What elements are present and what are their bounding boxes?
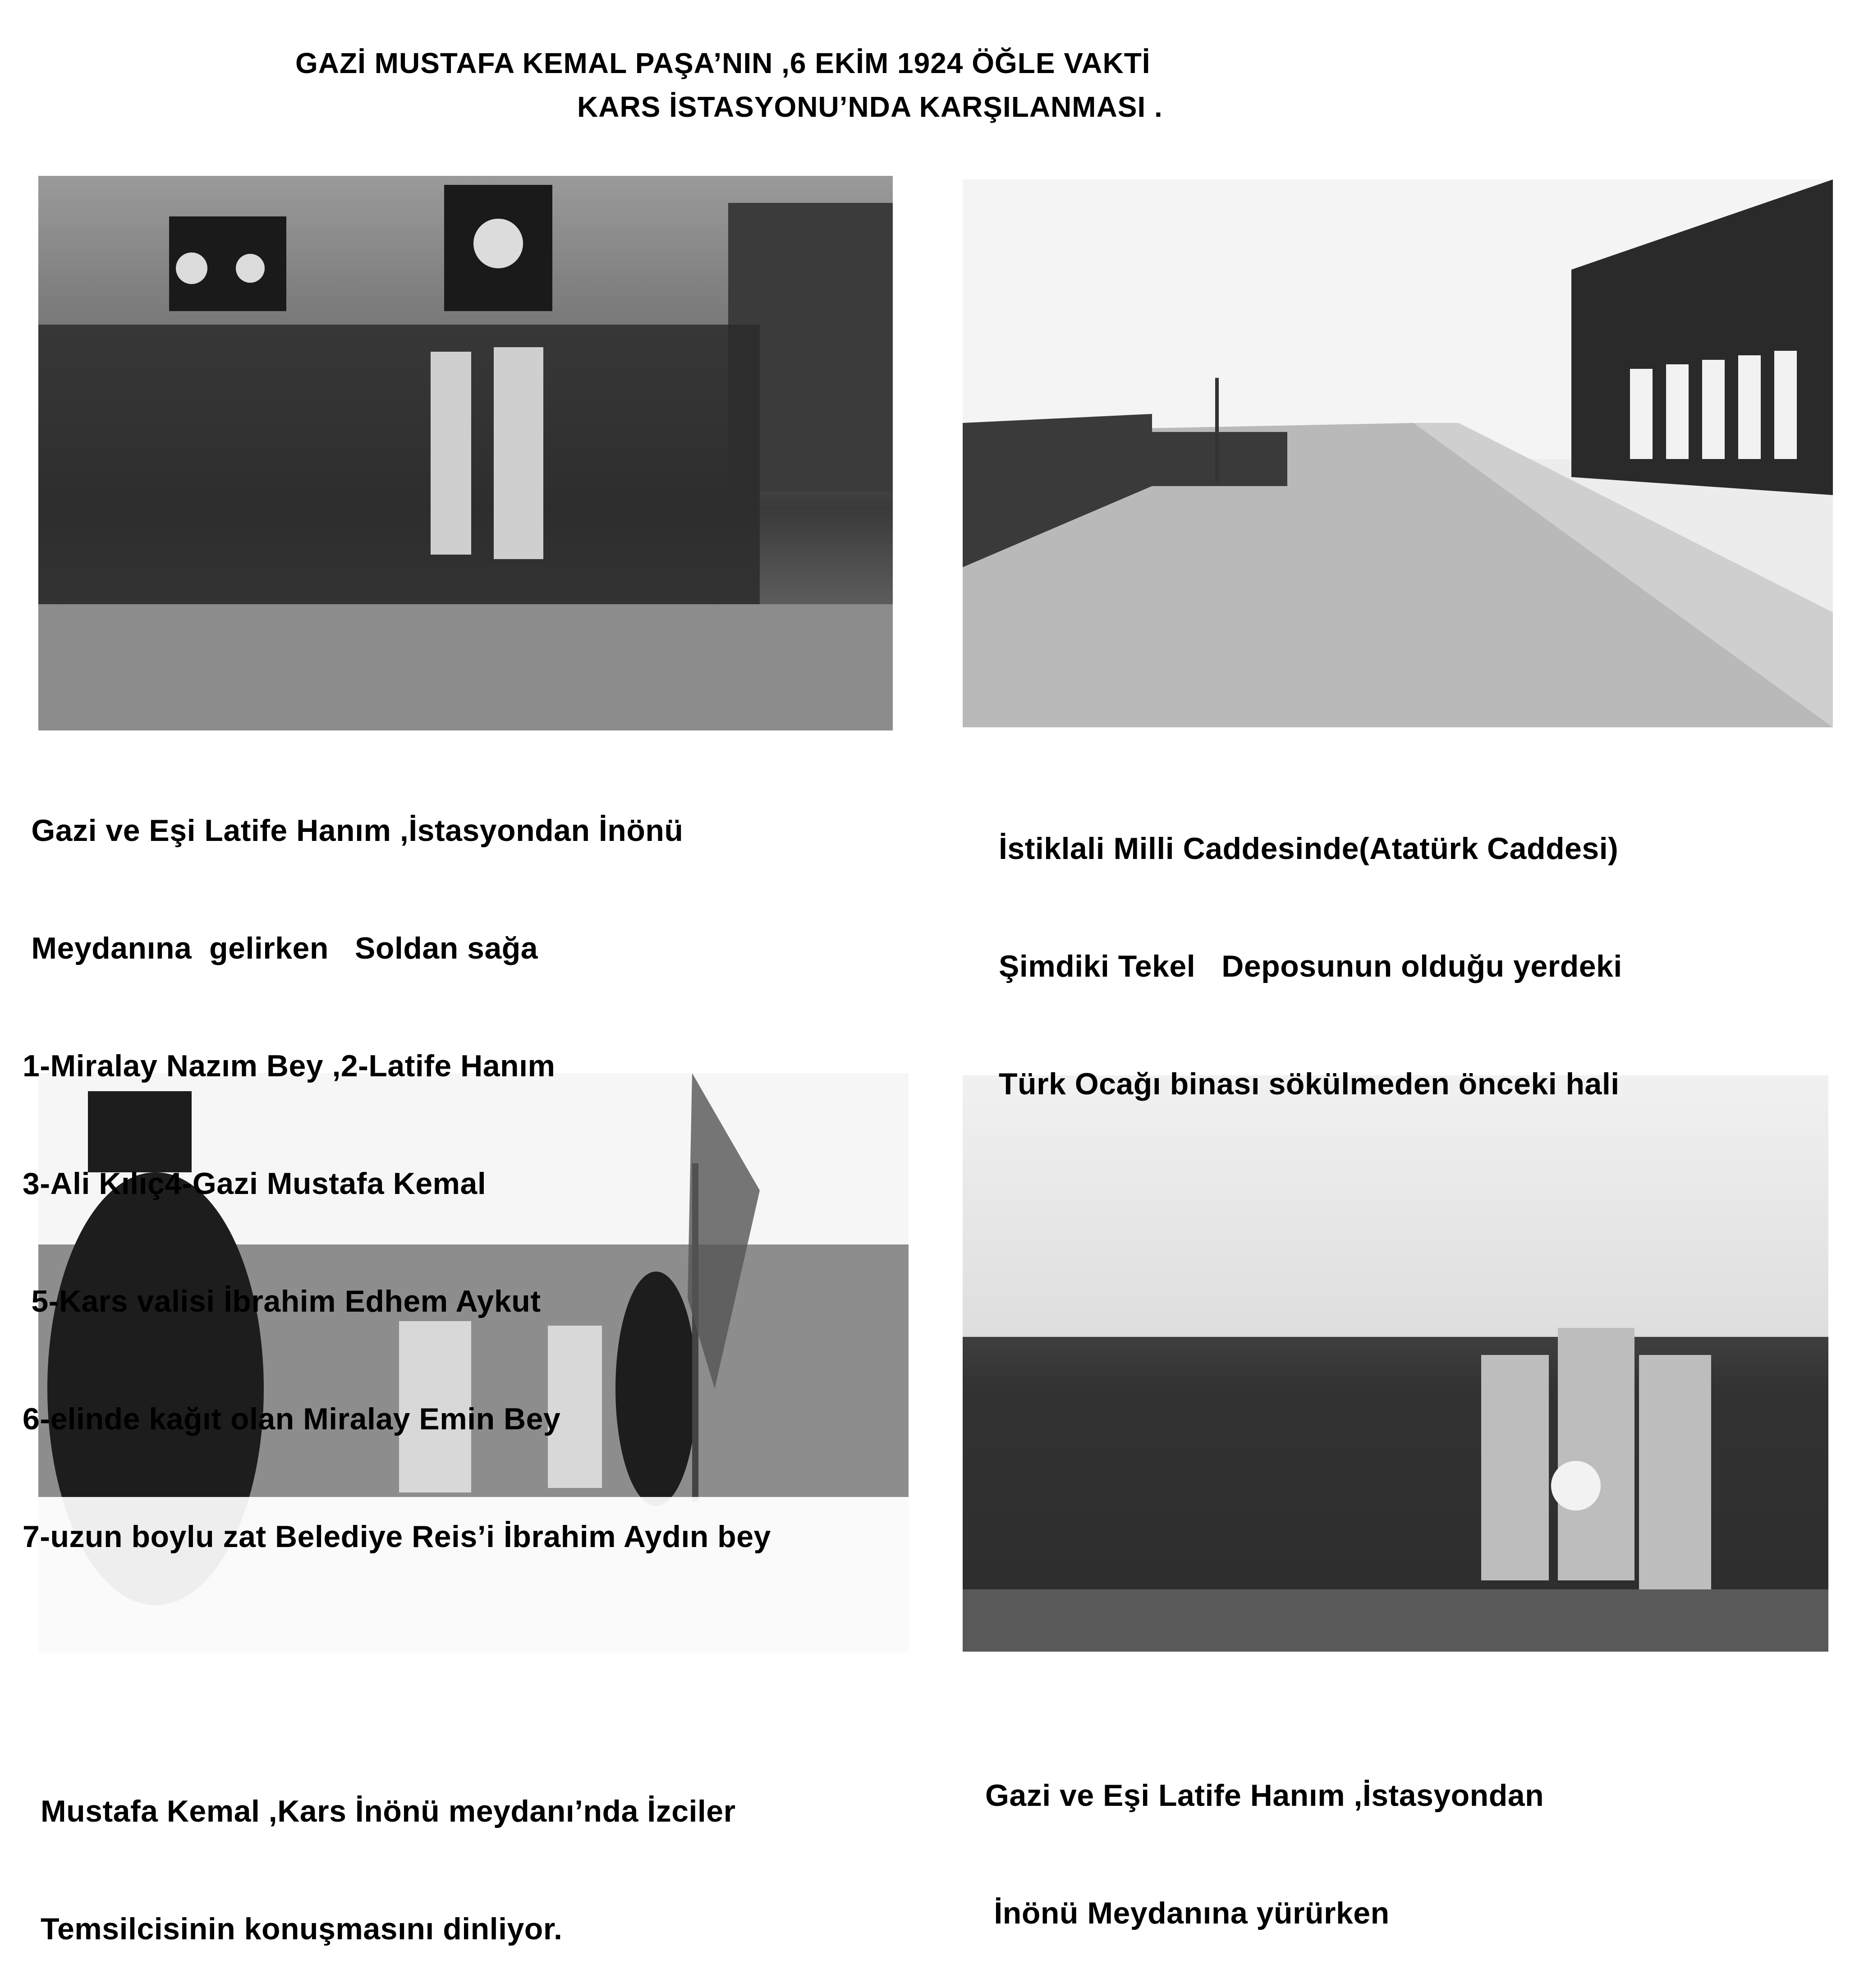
caption-line: 7-uzun boylu zat Belediye Reis’i İbrahim Aydın bey [23,1520,771,1554]
photo-crowd-with-banners [38,176,893,730]
caption-top-left [23,733,771,1596]
caption-line: 1-Miralay Nazım Bey ,2-Latife Hanım [23,1049,556,1083]
caption-line: Mustafa Kemal ,Kars İnönü meydanı’nda İzciler [41,1794,736,1828]
caption-line: Meydanına gelirken Soldan sağa [23,931,538,965]
caption-line: İnönü Meydanına yürürken [985,1896,1390,1930]
caption-line: 3-Ali Kılıç4-Gazi Mustafa Kemal [23,1166,487,1201]
photo-walking-to-square [963,1075,1828,1652]
caption-top-right [999,751,1622,1143]
page-title-line-2: KARS İSTASYONU’NDA KARŞILANMASI . [577,91,1163,123]
caption-line: Türk Ocağı binası sökülmeden önceki hali [999,1067,1620,1101]
page-title-line-1: GAZİ MUSTAFA KEMAL PAŞA’NIN ,6 EKİM 1924 ÖĞLE VAKTİ [295,47,1151,79]
caption-line: Gazi ve Eşi Latife Hanım ,İstasyondan İnönü [23,813,684,848]
caption-line: Gazi ve Eşi Latife Hanım ,İstasyondan [985,1778,1544,1813]
caption-line: Temsilcisinin konuşmasını dinliyor. [41,1912,563,1946]
caption-line: Şimdiki Tekel Deposunun olduğu yerdeki [999,949,1622,983]
photo-street-view [963,179,1833,727]
caption-line: İstiklali Milli Caddesinde(Atatürk Caddesi) [999,831,1619,866]
caption-bottom-right [985,1698,1544,1972]
caption-line: 5-Kars valisi İbrahim Edhem Aykut [23,1284,541,1318]
caption-bottom-left [41,1713,736,1988]
caption-line: 6-elinde kağıt olan Miralay Emin Bey [23,1402,561,1436]
